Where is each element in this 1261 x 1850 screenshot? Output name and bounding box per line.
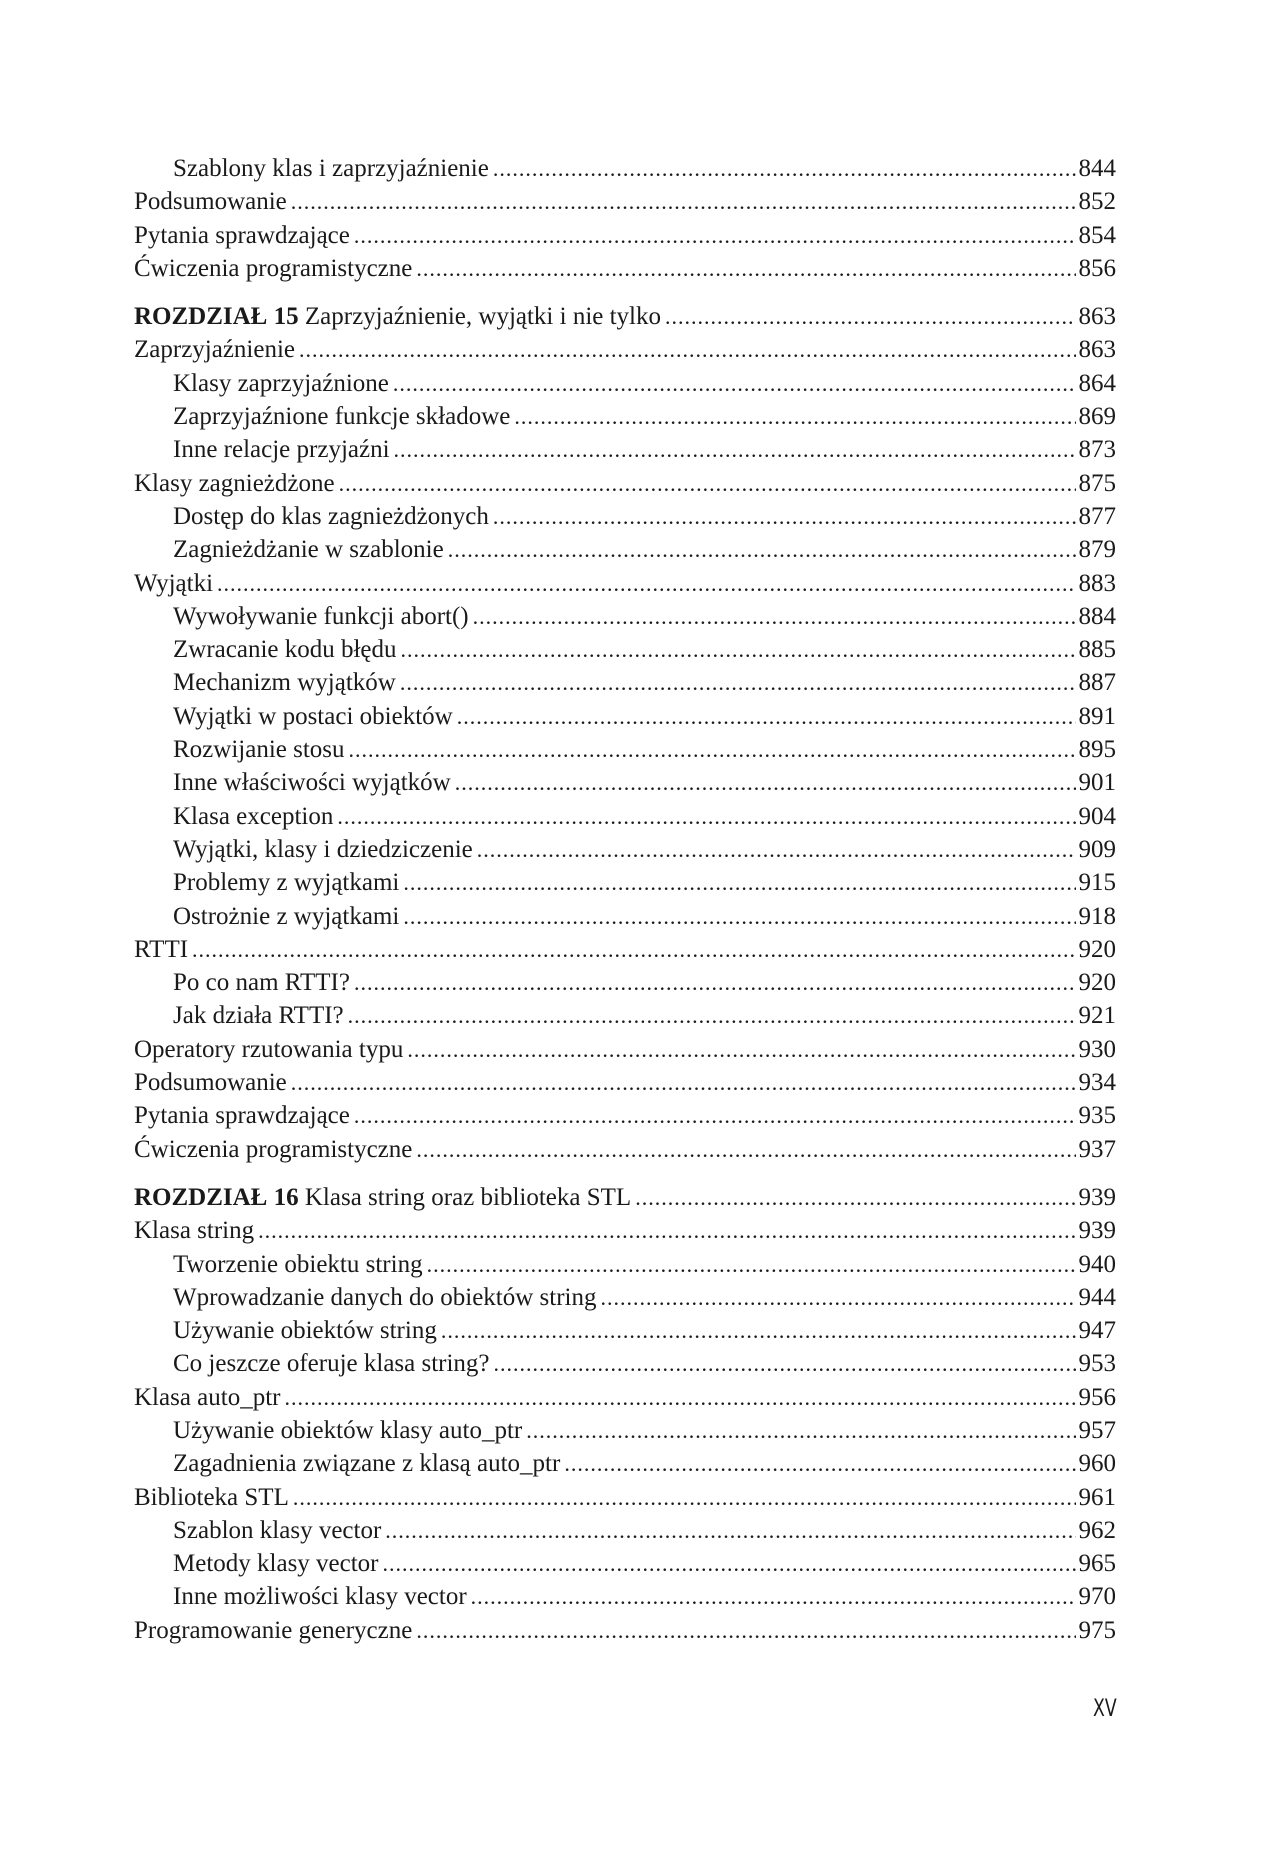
- toc-subsection-entry: [134, 666, 1116, 699]
- toc-entry-label: Klasa exception: [173, 802, 334, 830]
- toc-page-number: 935: [1078, 1102, 1116, 1130]
- toc-entry-label: Zwracanie kodu błędu: [173, 636, 397, 664]
- toc-entry-label: Inne możliwości klasy vector: [173, 1583, 467, 1611]
- dot-leader: [354, 219, 1076, 252]
- dot-leader: [337, 800, 1075, 833]
- toc-entry-label: Ostrożnie z wyjątkami: [173, 902, 400, 930]
- toc-section-entry: [134, 219, 1116, 252]
- dot-leader: [293, 1481, 1076, 1514]
- dot-leader: [284, 1381, 1075, 1414]
- dot-leader: [493, 152, 1076, 185]
- toc-page-number: 891: [1078, 702, 1116, 730]
- toc-page-number: 852: [1078, 188, 1116, 216]
- toc-entry-label: Podsumowanie: [134, 188, 287, 216]
- dot-leader: [291, 185, 1076, 218]
- toc-subsection-entry: [134, 866, 1116, 899]
- toc-entry-label: Używanie obiektów string: [173, 1317, 437, 1345]
- dot-leader: [407, 1033, 1075, 1066]
- page-number: XV: [1093, 1694, 1117, 1722]
- toc-page-number: 944: [1078, 1283, 1116, 1311]
- toc-page-number: 875: [1078, 469, 1116, 497]
- toc-entry-label: Wprowadzanie danych do obiektów string: [173, 1283, 597, 1311]
- toc-page-number: 869: [1078, 403, 1116, 431]
- toc-entry-label: Operatory rzutowania typu: [134, 1035, 404, 1063]
- toc-subsection-entry: [134, 533, 1116, 566]
- toc-subsection-entry: [134, 833, 1116, 866]
- toc-section-entry: [134, 567, 1116, 600]
- dot-leader: [564, 1447, 1075, 1480]
- chapter-title: Zaprzyjaźnienie, wyjątki i nie tylko: [304, 303, 662, 331]
- toc-entry-label: Pytania sprawdzające: [134, 1102, 350, 1130]
- toc-section-entry: [134, 1214, 1116, 1247]
- toc-page-number: 934: [1078, 1069, 1116, 1097]
- toc-page-number: 885: [1078, 636, 1116, 664]
- toc-entry-label: Podsumowanie: [134, 1069, 287, 1097]
- dot-leader: [400, 666, 1076, 699]
- dot-leader: [192, 933, 1075, 966]
- toc-entry-label: Tworzenie obiektu string: [173, 1250, 423, 1278]
- toc-entry-label: Klasy zaprzyjaźnione: [173, 369, 389, 397]
- dot-leader: [348, 999, 1076, 1032]
- toc-page-number: 877: [1078, 502, 1116, 530]
- toc-section-entry: [134, 1066, 1116, 1099]
- toc-page-number: 856: [1078, 254, 1116, 282]
- toc-section-entry: [134, 185, 1116, 218]
- toc-entry-label: Szablony klas i zaprzyjaźnienie: [173, 155, 489, 182]
- toc-entry-label: Używanie obiektów klasy auto_ptr: [173, 1416, 523, 1444]
- dot-leader: [441, 1314, 1076, 1347]
- toc-page-number: 920: [1078, 969, 1116, 997]
- toc-subsection-entry: [134, 800, 1116, 833]
- toc-page-number: 918: [1078, 902, 1116, 930]
- toc-entry-label: Inne właściwości wyjątków: [173, 769, 451, 797]
- toc-page-number: 937: [1078, 1135, 1116, 1163]
- dot-leader: [455, 766, 1076, 799]
- toc-entry-label: Jak działa RTTI?: [173, 1002, 344, 1030]
- toc-subsection-entry: [134, 152, 1116, 185]
- toc-chapter-entry: [134, 300, 1116, 333]
- dot-leader: [493, 500, 1076, 533]
- toc-page-number: 863: [1078, 336, 1116, 364]
- toc-page-number: 887: [1078, 669, 1116, 697]
- dot-leader: [394, 433, 1076, 466]
- toc-entry-label: Klasa auto_ptr: [134, 1383, 281, 1411]
- toc-entry-label: Zaprzyjaźnione funkcje składowe: [173, 403, 511, 431]
- toc-section-entry: [134, 1133, 1116, 1166]
- toc-page-number: 947: [1078, 1317, 1116, 1345]
- toc-page-number: 864: [1078, 369, 1116, 397]
- toc-page-number: 962: [1078, 1516, 1116, 1544]
- dot-leader: [635, 1181, 1075, 1214]
- toc-page-number: 844: [1078, 155, 1116, 182]
- dot-leader: [339, 467, 1076, 500]
- toc-subsection-entry: [134, 500, 1116, 533]
- toc-page-number: 863: [1078, 303, 1116, 331]
- toc-page-number: 883: [1078, 569, 1116, 597]
- toc-entry-label: Programowanie generyczne: [134, 1616, 413, 1644]
- toc-entry-label: RTTI: [134, 935, 189, 963]
- toc-page-number: 975: [1078, 1616, 1116, 1644]
- toc-page-number: 939: [1078, 1183, 1116, 1211]
- dot-leader: [401, 633, 1076, 666]
- dot-leader: [291, 1066, 1076, 1099]
- toc-page-number: 957: [1078, 1416, 1116, 1444]
- dot-leader: [258, 1214, 1075, 1247]
- dot-leader: [473, 600, 1076, 633]
- toc-subsection-entry: [134, 1580, 1116, 1613]
- toc-subsection-entry: [134, 733, 1116, 766]
- toc-page-number: 901: [1078, 769, 1116, 797]
- dot-leader: [403, 900, 1075, 933]
- toc-section-entry: [134, 1033, 1116, 1066]
- toc-section-entry: [134, 467, 1116, 500]
- toc-page-number: 930: [1078, 1035, 1116, 1063]
- toc-subsection-entry: [134, 1547, 1116, 1580]
- toc-subsection-entry: [134, 700, 1116, 733]
- toc-page-number: 879: [1078, 536, 1116, 564]
- toc-section-entry: [134, 333, 1116, 366]
- toc-entry-label: Szablon klasy vector: [173, 1516, 382, 1544]
- dot-leader: [385, 1514, 1075, 1547]
- dot-leader: [393, 367, 1076, 400]
- toc-page-number: 873: [1078, 436, 1116, 464]
- toc-subsection-entry: [134, 600, 1116, 633]
- toc-entry-label: Po co nam RTTI?: [173, 969, 350, 997]
- toc-entry-label: Problemy z wyjątkami: [173, 869, 400, 897]
- toc-entry-label: Co jeszcze oferuje klasa string?: [173, 1350, 490, 1378]
- toc-entry-label: Klasa string: [134, 1217, 255, 1245]
- toc-page-number: 956: [1078, 1383, 1116, 1411]
- toc-entry-label: Mechanizm wyjątków: [173, 669, 396, 697]
- toc-entry-label: Zagadnienia związane z klasą auto_ptr: [173, 1450, 561, 1478]
- toc-subsection-entry: [134, 367, 1116, 400]
- dot-leader: [403, 866, 1075, 899]
- toc-entry-label: Ćwiczenia programistyczne: [134, 1135, 413, 1163]
- dot-leader: [299, 333, 1075, 366]
- toc-subsection-entry: [134, 1514, 1116, 1547]
- toc-page-number: 909: [1078, 835, 1116, 863]
- toc-entry-label: Inne relacje przyjaźni: [173, 436, 390, 464]
- toc-entry-label: Klasy zagnieżdżone: [134, 469, 335, 497]
- toc-subsection-entry: [134, 1248, 1116, 1281]
- toc-subsection-entry: [134, 1447, 1116, 1480]
- dot-leader: [416, 252, 1075, 285]
- dot-leader: [427, 1248, 1076, 1281]
- dot-leader: [416, 1133, 1075, 1166]
- toc-entry-label: Wyjątki w postaci obiektów: [173, 702, 453, 730]
- toc-page-number: 970: [1078, 1583, 1116, 1611]
- dot-leader: [477, 833, 1076, 866]
- dot-leader: [494, 1347, 1076, 1380]
- toc-entry-label: Wyjątki, klasy i dziedziczenie: [173, 835, 473, 863]
- toc-subsection-entry: [134, 999, 1116, 1032]
- toc-entry-label: Dostęp do klas zagnieżdżonych: [173, 502, 489, 530]
- toc-section-entry: [134, 1099, 1116, 1132]
- toc-section-entry: [134, 1481, 1116, 1514]
- toc-subsection-entry: [134, 1314, 1116, 1347]
- toc-page-number: 915: [1078, 869, 1116, 897]
- toc-page-number: 965: [1078, 1550, 1116, 1578]
- toc-subsection-entry: [134, 1414, 1116, 1447]
- toc-chapter-entry: [134, 1181, 1116, 1214]
- toc-entry-label: Pytania sprawdzające: [134, 221, 350, 249]
- toc-page-number: 960: [1078, 1450, 1116, 1478]
- toc-entry-label: Zagnieżdżanie w szablonie: [173, 536, 444, 564]
- toc-page-number: 961: [1078, 1483, 1116, 1511]
- toc-subsection-entry: [134, 766, 1116, 799]
- toc-entry-label: Rozwijanie stosu: [173, 736, 345, 764]
- dot-leader: [665, 300, 1075, 333]
- dot-leader: [349, 733, 1076, 766]
- toc-entry-label: Wywoływanie funkcji abort(): [173, 602, 469, 630]
- toc-page-number: 953: [1078, 1350, 1116, 1378]
- toc-section-entry: [134, 933, 1116, 966]
- toc-entry-label: [134, 1181, 631, 1214]
- dot-leader: [601, 1281, 1076, 1314]
- dot-leader: [416, 1614, 1075, 1647]
- toc-page-number: 920: [1078, 935, 1116, 963]
- chapter-number: ROZDZIAŁ 15: [134, 303, 299, 331]
- dot-leader: [354, 1099, 1076, 1132]
- toc-entry-label: Biblioteka STL: [134, 1483, 289, 1511]
- toc-entry-label: Zaprzyjaźnienie: [134, 336, 296, 364]
- toc-entry-label: Metody klasy vector: [173, 1550, 379, 1578]
- toc-subsection-entry: [134, 1347, 1116, 1380]
- toc-page-number: 895: [1078, 736, 1116, 764]
- dot-leader: [526, 1414, 1075, 1447]
- toc-section-entry: [134, 252, 1116, 285]
- dot-leader: [354, 966, 1076, 999]
- toc-page-number: 921: [1078, 1002, 1116, 1030]
- toc-section-entry: [134, 1614, 1116, 1647]
- toc-page-number: 940: [1078, 1250, 1116, 1278]
- toc-entry-label: [134, 300, 661, 333]
- toc-subsection-entry: [134, 400, 1116, 433]
- dot-leader: [514, 400, 1075, 433]
- toc-subsection-entry: [134, 433, 1116, 466]
- table-of-contents: [134, 152, 1116, 1647]
- toc-entry-label: Wyjątki: [134, 569, 214, 597]
- toc-entry-label: Ćwiczenia programistyczne: [134, 254, 413, 282]
- dot-leader: [383, 1547, 1076, 1580]
- dot-leader: [448, 533, 1076, 566]
- toc-page-number: 884: [1078, 602, 1116, 630]
- dot-leader: [217, 567, 1075, 600]
- toc-page-number: 854: [1078, 221, 1116, 249]
- toc-section-entry: [134, 1381, 1116, 1414]
- toc-page-number: 939: [1078, 1217, 1116, 1245]
- toc-page-number: 904: [1078, 802, 1116, 830]
- toc-subsection-entry: [134, 900, 1116, 933]
- toc-subsection-entry: [134, 633, 1116, 666]
- dot-leader: [457, 700, 1076, 733]
- chapter-number: ROZDZIAŁ 16: [134, 1183, 299, 1211]
- toc-subsection-entry: [134, 1281, 1116, 1314]
- toc-subsection-entry: [134, 966, 1116, 999]
- dot-leader: [471, 1580, 1076, 1613]
- chapter-title: Klasa string oraz biblioteka STL: [304, 1183, 632, 1211]
